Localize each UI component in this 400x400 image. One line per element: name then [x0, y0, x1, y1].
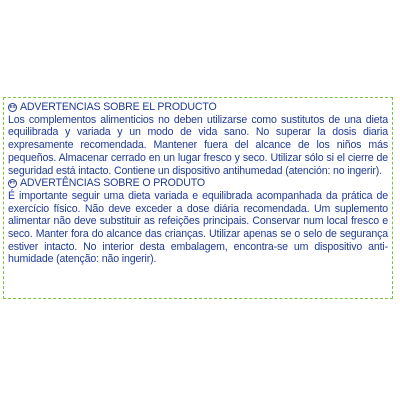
spanish-heading-text: ADVERTENCIAS SOBRE EL PRODUCTO — [20, 101, 217, 113]
portuguese-warning-text: É importante seguir uma dieta variada e equilibrada acompanhada da prática de exercício físico. Não deve exceder a dose diária recomendada. Um suplemento alimentar não deve substituir as refeições principais. Conservar num local fresco e seco. Manter fora do alcance das crianças. Utilizar apenas se o selo de segurança estiver intacto. No interior desta embalagem, encontra-se um dispositivo anti-humidade (atenção: não ingerir). — [8, 189, 388, 266]
spanish-warning-text: Los complementos alimenticios no deben utilizarse como sustitutos de una dieta equilibrada y variada y un modo de vida sano. No superar la dosis diaria expresamente recomendada. Mantener fuera del alcance de los niños más pequeños. Almacenar cerrado en un lugar fresco y seco. Utilizar sólo si el cierre de seguridad está intacto. Contiene un dispositivo antihumedad (atención: no ingerir). — [8, 113, 388, 177]
portuguese-language-icon: PT — [8, 179, 17, 188]
portuguese-heading-text: ADVERTÊNCIAS SOBRE O PRODUTO — [20, 177, 205, 190]
warnings-label-box — [3, 97, 393, 299]
portuguese-section-heading — [8, 177, 388, 190]
spanish-section-heading — [8, 101, 388, 114]
spanish-language-icon: ES — [8, 103, 17, 112]
